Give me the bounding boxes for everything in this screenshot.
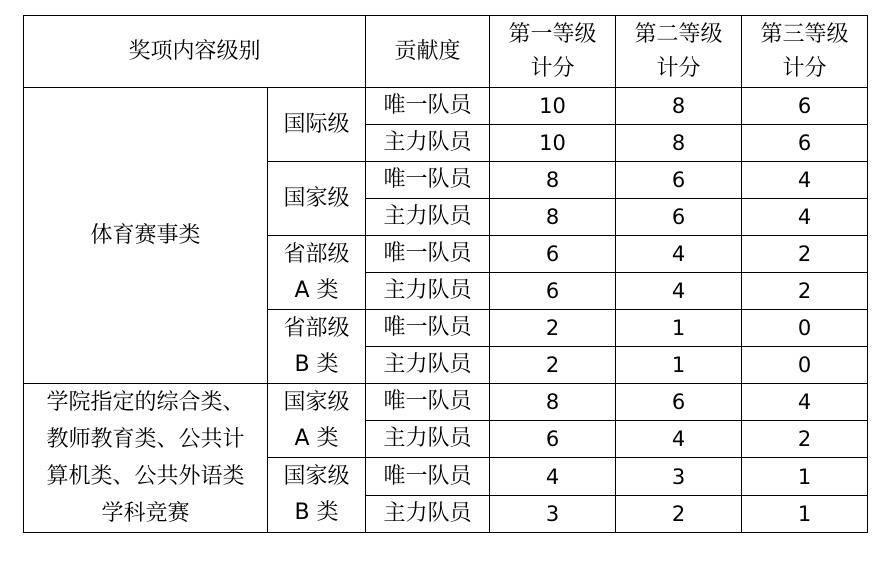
level-provincial-a	[268, 236, 366, 310]
tier1-score: 6	[490, 236, 616, 273]
header-tier3-line2: 计分	[782, 55, 827, 81]
tier3-score: 2	[742, 273, 868, 310]
header-tier1-line1: 第一等级	[508, 21, 597, 47]
table-row	[24, 384, 868, 421]
contribution-cell: 唯一队员	[366, 162, 490, 199]
header-tier2-line2: 计分	[656, 55, 701, 81]
tier3-score: 4	[742, 162, 868, 199]
level-national: 国家级	[268, 162, 366, 236]
header-tier3-line1: 第三等级	[760, 21, 849, 47]
level-line: B 类	[294, 351, 339, 377]
header-contribution: 贡献度	[366, 16, 490, 88]
tier1-score: 4	[490, 458, 616, 496]
tier3-score: 2	[742, 236, 868, 273]
tier1-score: 10	[490, 125, 616, 162]
contribution-cell: 主力队员	[366, 273, 490, 310]
tier1-score: 6	[490, 273, 616, 310]
header-tier2	[616, 16, 742, 88]
level-international: 国际级	[268, 88, 366, 162]
header-tier1	[490, 16, 616, 88]
level-line: A 类	[294, 277, 339, 303]
tier1-score: 6	[490, 421, 616, 458]
level-national-a	[268, 384, 366, 458]
tier2-score: 1	[616, 347, 742, 384]
tier2-score: 3	[616, 458, 742, 496]
tier2-score: 6	[616, 384, 742, 421]
tier1-score: 2	[490, 310, 616, 347]
tier2-score: 1	[616, 310, 742, 347]
tier3-score: 4	[742, 199, 868, 236]
tier3-score: 4	[742, 384, 868, 421]
header-row	[24, 16, 868, 88]
tier2-score: 8	[616, 125, 742, 162]
tier2-score: 4	[616, 236, 742, 273]
contribution-cell: 主力队员	[366, 199, 490, 236]
contribution-cell: 唯一队员	[366, 384, 490, 421]
tier1-score: 8	[490, 162, 616, 199]
contribution-cell: 唯一队员	[366, 310, 490, 347]
contribution-cell: 主力队员	[366, 496, 490, 533]
table-row	[24, 88, 868, 125]
contribution-cell: 主力队员	[366, 125, 490, 162]
header-tier3	[742, 16, 868, 88]
contribution-cell: 主力队员	[366, 421, 490, 458]
tier2-score: 4	[616, 273, 742, 310]
tier1-score: 3	[490, 496, 616, 533]
tier2-score: 8	[616, 88, 742, 125]
level-provincial-b	[268, 310, 366, 384]
level-line: B 类	[294, 500, 339, 525]
level-line: 省部级	[283, 241, 350, 267]
contribution-cell: 唯一队员	[366, 88, 490, 125]
score-table	[23, 15, 868, 533]
header-tier1-line2: 计分	[530, 55, 575, 81]
tier1-score: 2	[490, 347, 616, 384]
contribution-cell: 唯一队员	[366, 458, 490, 496]
tier2-score: 6	[616, 199, 742, 236]
level-line: 国家级	[283, 464, 350, 489]
category-line: 学院指定的综合类、	[46, 390, 245, 415]
tier3-score: 6	[742, 88, 868, 125]
tier2-score: 2	[616, 496, 742, 533]
level-line: 省部级	[283, 315, 350, 341]
tier3-score: 2	[742, 421, 868, 458]
contribution-cell: 主力队员	[366, 347, 490, 384]
level-line: 国家级	[283, 389, 350, 415]
category-line: 教师教育类、公共计	[46, 427, 245, 452]
category-line: 算机类、公共外语类	[46, 464, 245, 489]
category-sports: 体育赛事类	[24, 88, 268, 384]
header-tier2-line1: 第二等级	[634, 21, 723, 47]
tier3-score: 1	[742, 496, 868, 533]
tier3-score: 0	[742, 347, 868, 384]
tier2-score: 4	[616, 421, 742, 458]
category-academic-competitions	[24, 384, 268, 533]
header-item-level: 奖项内容级别	[24, 16, 366, 88]
level-national-b	[268, 458, 366, 533]
tier1-score: 8	[490, 199, 616, 236]
tier1-score: 10	[490, 88, 616, 125]
tier3-score: 6	[742, 125, 868, 162]
tier2-score: 6	[616, 162, 742, 199]
tier1-score: 8	[490, 384, 616, 421]
contribution-cell: 唯一队员	[366, 236, 490, 273]
tier3-score: 0	[742, 310, 868, 347]
tier3-score: 1	[742, 458, 868, 496]
category-line: 学科竞赛	[101, 501, 190, 526]
level-line: A 类	[294, 425, 339, 451]
